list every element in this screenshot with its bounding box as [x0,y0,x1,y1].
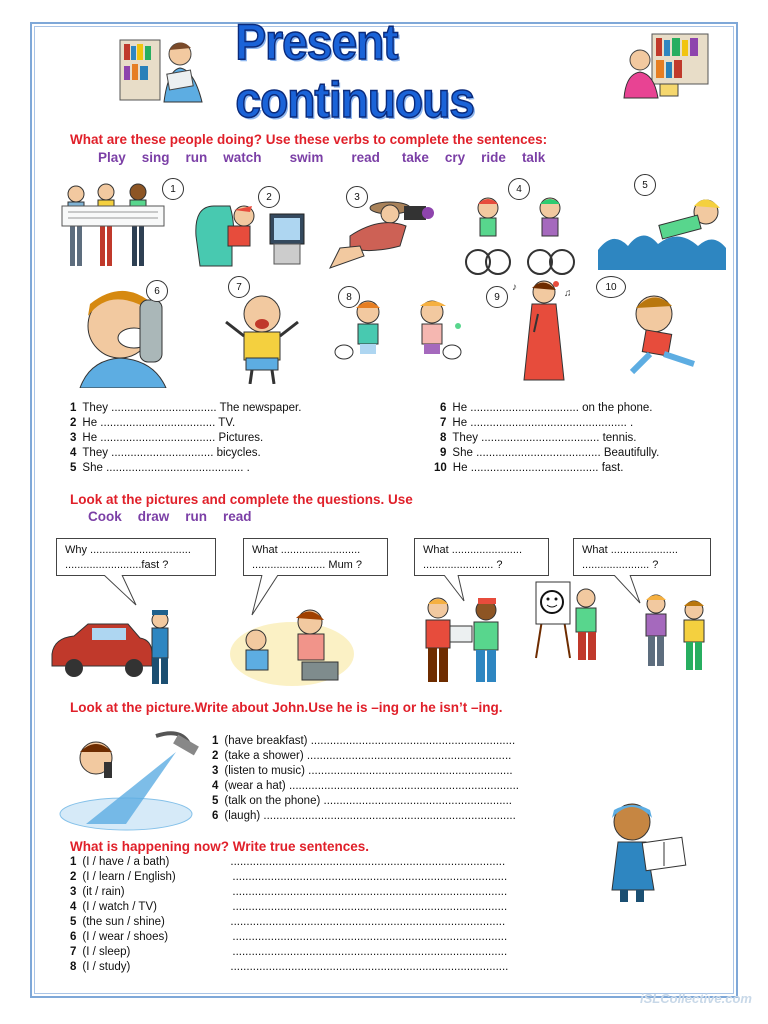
verb: run [185,509,208,524]
watermark: iSLCollective.com [640,991,752,1006]
verb: Cook [88,509,122,524]
sentence-5: 5 She ........................................... . [70,462,250,474]
happening-item-7: 7 (I / sleep) ...................................................................................... [70,946,508,958]
picture-number: 1 [162,178,184,200]
speech-tail [100,575,140,607]
john-item-6: 6 (laugh) ............................................................................... [212,810,516,822]
picture-number: 6 [146,280,168,302]
verb: swim [289,150,324,165]
shower-clipart [56,722,206,834]
john-item-3: 3 (listen to music) ................................................................ [212,765,513,777]
singer-clipart [508,276,578,382]
sentence-9: 9 She ....................................... Beautifully. [440,447,660,459]
sentence-1: 1 They ................................. The newspaper. [70,402,302,414]
sentence-3: 3 He .................................... Pictures. [70,432,264,444]
photographer-clipart [320,196,440,276]
picture-number: 7 [228,276,250,298]
tennis-players-clipart [332,296,472,380]
verb: run [185,150,208,165]
verb: cry [444,150,466,165]
john-item-1: 1 (have breakfast) ................................................................ [212,735,516,747]
picture-number: 8 [338,286,360,308]
section4-heading: What is happening now? Write true sentences. [70,839,370,854]
happening-item-3: 3 (it / rain) ...................................................................................... [70,886,508,898]
tv-watcher-clipart [192,196,312,274]
happening-item-8: 8 (I / study) ....................................................................................... [70,961,509,973]
sentence-8: 8 They ..................................... tennis. [440,432,637,444]
verb: sing [141,150,170,165]
happening-item-4: 4 (I / watch / TV) ...................................................................................... [70,901,508,913]
librarian-clipart [612,32,712,102]
speech-bubble-3: What ....................... ....................... ? [414,538,549,576]
verb: read [223,509,252,524]
page-title: Present continuous [235,14,475,128]
sentence-10: 10 He ........................................ fast. [434,462,624,474]
section3-heading: Look at the picture.Write about John.Use he is –ing or he isn’t –ing. [70,700,503,715]
newspaper-readers-clipart [58,180,168,272]
john-item-4: 4 (wear a hat) ........................................................................ [212,780,520,792]
section2-verb-list [88,509,268,524]
reader-bookshelf-clipart [118,34,210,104]
verb: read [351,150,380,165]
speech-bubble-1: Why ................................. .........................fast ? [56,538,216,576]
cooking-clipart [226,604,356,688]
readers-clipart [410,592,520,684]
speech-bubble-2: What .......................... ........................ Mum ? [243,538,388,576]
girl-reading-clipart [598,800,690,904]
picture-number: 10 [596,276,626,298]
picture-number: 9 [486,286,508,308]
sentence-6: 6 He .................................. on the phone. [440,402,653,414]
sentence-4: 4 They ................................ bicycles. [70,447,261,459]
john-item-2: 2 (take a shower) ................................................................ [212,750,512,762]
verb: Play [98,150,126,165]
verb: talk [521,150,546,165]
verb: watch [223,150,262,165]
section2-heading: Look at the pictures and complete the questions. Use [70,492,413,507]
sentence-2: 2 He .................................... TV. [70,417,236,429]
section1-verb-list [98,150,561,165]
drawing-clipart [530,578,614,662]
happening-item-1: 1 (I / have / a bath) ...................................................................................... [70,856,506,868]
section1-heading: What are these people doing? Use these verbs to complete the sentences: [70,132,548,147]
sentence-7: 7 He ................................................. . [440,417,634,429]
happening-item-6: 6 (I / wear / shoes) ...................................................................................... [70,931,508,943]
cyclists-clipart [458,190,588,280]
svg-text:♪: ♪ [512,282,517,293]
john-item-5: 5 (talk on the phone) ........................................................... [212,795,513,807]
svg-text:♫: ♫ [564,288,572,299]
happening-item-5: 5 (the sun / shine) ...................................................................................... [70,916,506,928]
verb: ride [481,150,506,165]
picture-number: 3 [346,186,368,208]
picture-number: 5 [634,174,656,196]
verb: draw [137,509,170,524]
children-talking-clipart [634,586,714,674]
police-car-clipart [48,604,178,688]
crying-boy-clipart [222,292,302,384]
picture-number: 4 [508,178,530,200]
verb: take [401,150,429,165]
picture-number: 2 [258,186,280,208]
happening-item-2: 2 (I / learn / English) ...................................................................................... [70,871,508,883]
running-boy-clipart [614,288,710,380]
speech-bubble-4: What ...................... ...................... ? [573,538,711,576]
swimmer-clipart [598,190,728,270]
